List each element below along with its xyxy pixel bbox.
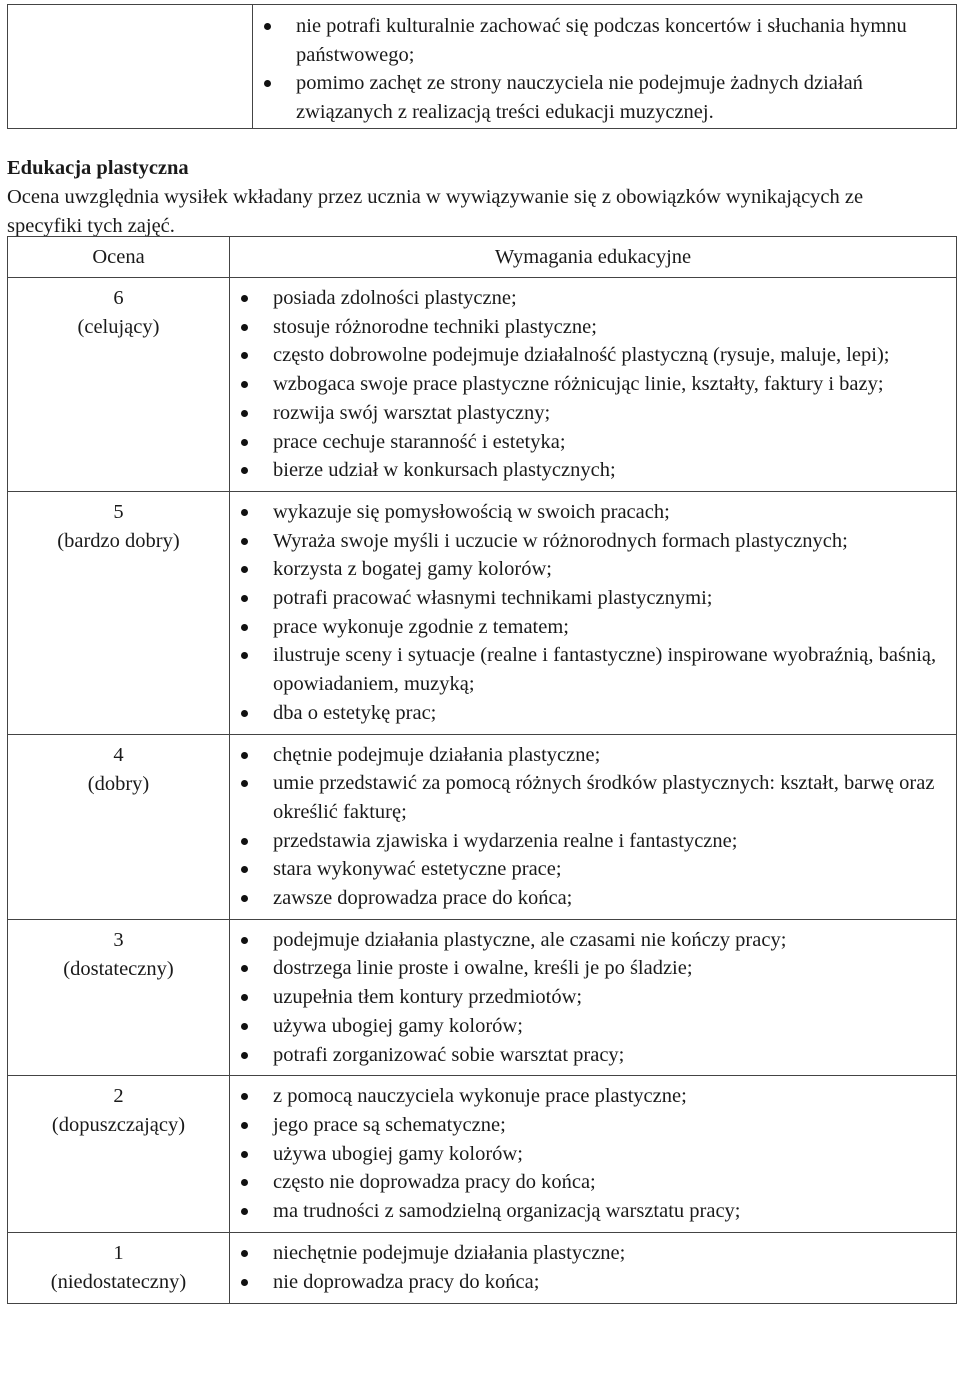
grade-name: (niedostateczny) [50, 1270, 187, 1293]
list-item [230, 428, 956, 457]
list-item-text: korzysta z bogatej gamy kolorów; [273, 558, 552, 581]
list-item-text: stara wykonywać estetyczne prace; [273, 858, 562, 881]
bullet-icon [241, 866, 248, 873]
bullet-icon [241, 324, 248, 331]
list-item-text: dba o estetykę prac; [273, 701, 437, 724]
header-requirements-label: Wymagania edukacyjne [494, 246, 692, 268]
list-item-text: uzupełnia tłem kontury przedmiotów; [273, 986, 583, 1009]
list-item [230, 313, 956, 342]
list-item [230, 399, 956, 428]
list-item-text: przedstawia zjawiska i wydarzenia realne i fantastyczne; [273, 829, 738, 852]
top-requirements-list [253, 12, 956, 127]
table-row [8, 919, 957, 1076]
grade-number: 1 [113, 1241, 124, 1264]
list-item-text: nie doprowadza pracy do końca; [273, 1270, 540, 1293]
grade-number: 4 [113, 743, 124, 766]
list-item [230, 1082, 956, 1111]
table-row [8, 1076, 957, 1233]
list-item [230, 1041, 956, 1070]
list-item-text: rozwija swój warsztat plastyczny; [273, 401, 551, 424]
header-requirements [230, 237, 957, 278]
list-item-text: wzbogaca swoje prace plastyczne różnicując linie, kształty, faktury i bazy; [273, 373, 884, 396]
bullet-icon [264, 80, 271, 87]
list-item [230, 641, 956, 698]
list-item-text: z pomocą nauczyciela wykonuje prace plastyczne; [273, 1085, 687, 1108]
table-header-row [8, 237, 957, 278]
header-grade [8, 237, 230, 278]
bullet-icon [241, 352, 248, 359]
list-item-text: często dobrowolne podejmuje działalność plastyczną (rysuje, maluje, lepi); [273, 344, 890, 367]
grade-name: (bardzo dobry) [57, 529, 180, 552]
bullet-icon [241, 439, 248, 446]
list-item-text: posiada zdolności plastyczne; [273, 287, 517, 309]
bullet-icon [241, 1151, 248, 1158]
bullet-icon [241, 895, 248, 902]
requirements-list [230, 1239, 956, 1296]
grade-name: (dostateczny) [63, 957, 174, 980]
requirements-cell [230, 491, 957, 734]
list-item [230, 827, 956, 856]
table-body [8, 278, 957, 1304]
list-item [230, 498, 956, 527]
bullet-icon [241, 538, 248, 545]
list-item [230, 370, 956, 399]
list-item-text: wykazuje się pomysłowością w swoich pracach; [273, 500, 670, 523]
grade-name: (dopuszczający) [51, 1114, 186, 1137]
table-row [8, 491, 957, 734]
table-row [8, 1232, 957, 1303]
list-item-text: używa ubogiej gamy kolorów; [273, 1014, 523, 1037]
list-item-text: podejmuje działania plastyczne, ale czasami nie kończy pracy; [273, 928, 787, 951]
requirements-list [230, 284, 956, 485]
bullet-icon [241, 1279, 248, 1286]
list-item-text: potrafi pracować własnymi technikami plastycznymi; [273, 587, 713, 610]
list-item [230, 769, 956, 826]
bullet-icon [241, 624, 248, 631]
list-item-text: stosuje różnorodne techniki plastyczne; [273, 315, 597, 338]
list-item-text: niechętnie podejmuje działania plastyczne; [273, 1241, 626, 1264]
list-item-text: używa ubogiej gamy kolorów; [273, 1142, 523, 1165]
list-item [230, 341, 956, 370]
bullet-icon [241, 994, 248, 1001]
grade-cell [8, 1232, 230, 1303]
grade-name: (dobry) [87, 772, 150, 795]
top-table-content-cell [253, 5, 957, 129]
grade-number: 3 [113, 928, 124, 951]
grade-number: 6 [113, 287, 124, 309]
list-item-text: ilustruje sceny i sytuacje (realne i fantastyczne) inspirowane wyobraźnią, baśnią, opowiadaniem, muzyką; [273, 644, 937, 696]
bullet-icon [241, 937, 248, 944]
bullet-icon [241, 1093, 248, 1100]
list-item [230, 741, 956, 770]
bullet-icon [241, 410, 248, 417]
bullet-icon [241, 1122, 248, 1129]
bullet-icon [241, 566, 248, 573]
requirements-list [230, 1082, 956, 1226]
list-item-text: ma trudności z samodzielną organizacją warsztatu pracy; [273, 1200, 741, 1223]
bullet-icon [241, 467, 248, 474]
bullet-icon [241, 1179, 248, 1186]
table-row [8, 734, 957, 919]
bullet-icon [241, 381, 248, 388]
section-title: Edukacja plastyczna [7, 157, 189, 179]
list-item [253, 12, 956, 69]
bullet-icon [241, 1023, 248, 1030]
list-item [230, 1012, 956, 1041]
list-item-text: jego prace są schematyczne; [273, 1113, 506, 1136]
bullet-icon [241, 1052, 248, 1059]
list-item [230, 584, 956, 613]
requirements-list [230, 926, 956, 1070]
list-item-text: chętnie podejmuje działania plastyczne; [273, 743, 601, 766]
bullet-icon [241, 1208, 248, 1215]
grade-cell [8, 919, 230, 1076]
list-item [230, 1140, 956, 1169]
top-table [7, 4, 957, 129]
grade-cell [8, 278, 230, 492]
header-grade-label: Ocena [92, 246, 145, 268]
bullet-icon [241, 295, 248, 302]
list-item-text: dostrzega linie proste i owalne, kreśli je po śladzie; [273, 957, 693, 980]
table-row [8, 278, 957, 492]
bullet-icon [241, 752, 248, 759]
requirements-cell [230, 734, 957, 919]
bullet-icon [241, 780, 248, 787]
list-item [230, 926, 956, 955]
bullet-icon [241, 710, 248, 717]
list-item [230, 855, 956, 884]
list-item [230, 1197, 956, 1226]
list-item-text: zawsze doprowadza prace do końca; [273, 887, 573, 910]
requirements-cell [230, 919, 957, 1076]
grade-cell [8, 1076, 230, 1233]
requirements-cell [230, 1076, 957, 1233]
list-item-text: nie potrafi kulturalnie zachować się podczas koncertów i słuchania hymnu państwowego; [296, 15, 907, 66]
list-item-text: prace cechuje staranność i estetyka; [273, 430, 566, 453]
grade-number: 2 [113, 1085, 124, 1108]
list-item-text: prace wykonuje zgodnie z tematem; [273, 615, 569, 638]
list-item [230, 699, 956, 728]
list-item [230, 1239, 956, 1268]
list-item [230, 884, 956, 913]
list-item [230, 983, 956, 1012]
list-item [230, 456, 956, 485]
list-item [253, 69, 956, 126]
list-item [230, 1168, 956, 1197]
section-header [7, 154, 937, 241]
requirements-list [230, 498, 956, 728]
requirements-cell [230, 1232, 957, 1303]
list-item [230, 527, 956, 556]
list-item-text: bierze udział w konkursach plastycznych; [273, 459, 616, 482]
bullet-icon [241, 595, 248, 602]
bullet-icon [264, 23, 271, 30]
list-item [230, 284, 956, 313]
bullet-icon [241, 1250, 248, 1257]
requirements-list [230, 741, 956, 913]
grade-cell [8, 491, 230, 734]
requirements-cell [230, 278, 957, 492]
list-item-text: pomimo zachęt ze strony nauczyciela nie podejmuje żadnych działań związanych z realizacją treści edukacji muzycznej. [296, 72, 863, 124]
section-intro: Ocena uwzględnia wysiłek wkładany przez ucznia w wywiązywanie się z obowiązków wynikających ze specyfiki tych zajęć. [7, 186, 864, 237]
bullet-icon [241, 652, 248, 659]
list-item [230, 555, 956, 584]
list-item-text: umie przedstawić za pomocą różnych środków plastycznych: kształt, barwę oraz określić fakturę; [273, 772, 935, 823]
top-table-row [8, 5, 957, 129]
list-item-text: potrafi zorganizować sobie warsztat pracy; [273, 1043, 625, 1066]
bullet-icon [241, 838, 248, 845]
list-item [230, 954, 956, 983]
bullet-icon [241, 509, 248, 516]
list-item-text: często nie doprowadza pracy do końca; [273, 1171, 596, 1194]
list-item [230, 1268, 956, 1297]
top-table-empty-cell [8, 5, 253, 129]
grade-table [7, 236, 957, 1304]
grade-name: (celujący) [77, 316, 160, 338]
list-item-text: Wyraża swoje myśli i uczucie w różnorodnych formach plastycznych; [273, 529, 848, 552]
grade-cell [8, 734, 230, 919]
list-item [230, 613, 956, 642]
grade-number: 5 [113, 500, 124, 523]
bullet-icon [241, 965, 248, 972]
list-item [230, 1111, 956, 1140]
